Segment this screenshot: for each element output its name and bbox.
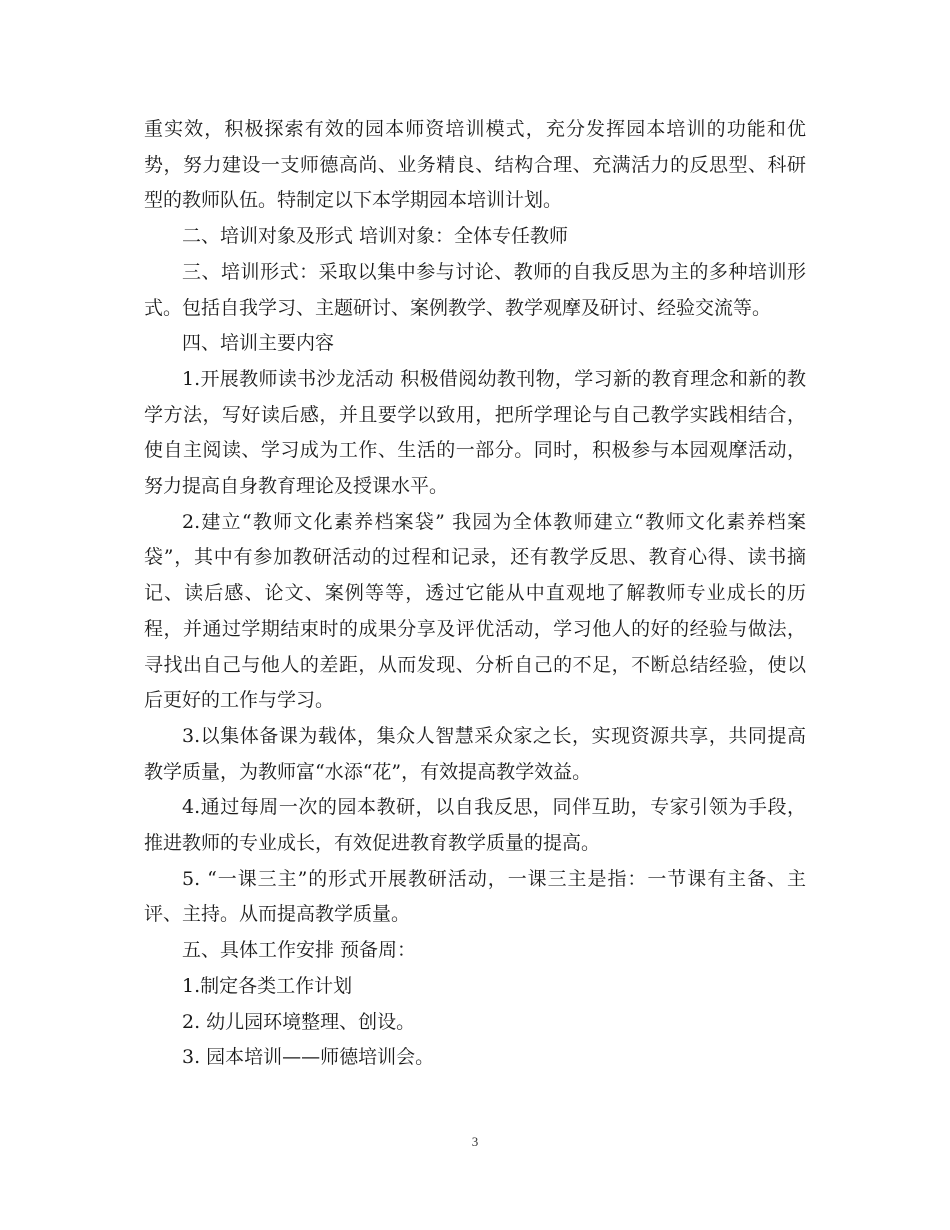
paragraph-item-4-weekly-research: 4.通过每周一次的园本教研，以自我反思，同伴互助，专家引领为手段，推进教师的专业成长，有效促进教育教学质量的提高。 (144, 796, 806, 855)
list-item-ethics-training: 3. 园本培训——师德培训会。 (182, 1046, 435, 1069)
document-body (144, 112, 806, 1076)
paragraph-intro-continued: 重实效，积极探索有效的园本师资培训模式，充分发挥园本培训的功能和优势，努力建设一支师德高尚、业务精良、结构合理、充满活力的反思型、科研型的教师队伍。特制定以下本学期园本培训计划。 (144, 118, 806, 212)
paragraph-section-4-heading: 四、培训主要内容 (182, 332, 335, 355)
paragraph-item-5-one-lesson-three-leads: 5. “一课三主”的形式开展教研活动，一课三主是指：一节课有主备、主评、主持。从而提高教学质量。 (144, 867, 806, 926)
paragraph-item-2-portfolio: 2.建立“教师文化素养档案袋” 我园为全体教师建立“教师文化素养档案袋”，其中有参加教研活动的过程和记录，还有教学反思、教育心得、读书摘记、读后感、论文、案例等等，透过它能从中直观地了解教师专业成长的历程，并通过学期结束时的成果分享及评优活动，学习他人的好的经验与做法，寻找出自己与他人的差距，从而发现、分析自己的不足，不断总结经验，使以后更好的工作与学习。 (144, 510, 806, 712)
paragraph-section-2-heading: 二、培训对象及形式 培训对象：全体专任教师 (182, 225, 569, 248)
list-item-environment: 2. 幼儿园环境整理、创设。 (182, 1010, 416, 1033)
page-number: 3 (471, 1134, 479, 1149)
list-item-work-plan: 1.制定各类工作计划 (182, 974, 353, 997)
paragraph-item-1-reading-salon: 1.开展教师读书沙龙活动 积极借阅幼教刊物，学习新的教育理念和新的教学方法，写好读后感，并且要学以致用，把所学理论与自己教学实践相结合，使自主阅读、学习成为工作、生活的一部分。同时，积极参与本园观摩活动，努力提高自身教育理论及授课水平。 (144, 367, 806, 498)
paragraph-section-3-training-form: 三、培训形式：采取以集中参与讨论、教师的自我反思为主的多种培训形式。包括自我学习、主题研讨、案例教学、教学观摩及研讨、经验交流等。 (144, 260, 806, 319)
paragraph-section-5-heading: 五、具体工作安排 预备周： (182, 939, 417, 962)
paragraph-item-3-collective-lesson-prep: 3.以集体备课为载体，集众人智慧采众家之长，实现资源共享，共同提高教学质量，为教师富“水添“花”，有效提高教学效益。 (144, 724, 806, 783)
